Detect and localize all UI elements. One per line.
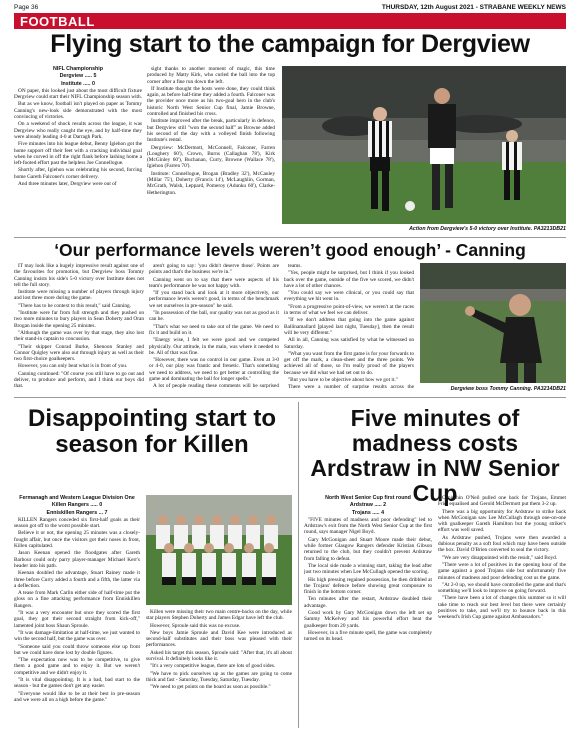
story2-paragraph: There were a number of surprise results across the	[288, 384, 414, 389]
story2-paragraph: "Yes, people might be surprised, but I think if you looked back over the game, outside of the five we scored, we didn't have a lot of other chances.	[284, 270, 414, 289]
story2-paragraph: "Energy wise, I felt we were good and we competed physically. Our attitude, in the main, was where it needed to be. All of that was fine.	[149, 337, 279, 356]
story3-paragraph: KILLEN Rangers conceded six first-half goals as their season got off to the worst possible start.	[14, 516, 140, 530]
story2-paragraph: teams.	[288, 263, 302, 269]
story3-paragraph: Keenan doubled the advantage, Stuart Rainey made it three before Curry added a fourth and a fifth, the latter via a deflection.	[14, 570, 140, 589]
story3-paragraph: Believe it or not, the opening 25 minutes was a closely-fought affair, but once the visitors got their noses in front, Killen capitulated.	[14, 530, 140, 550]
story2-paragraph: IT may look like a hugely impressive result against one of the favourites for promotion, but Dergview boss Tommy Canning insists his side's 5-0 victory over Institute does not tell the full story.	[14, 263, 144, 288]
story4-headline: Five minutes of madness costs Ardstraw in NW Senior Cup	[310, 405, 560, 506]
story2-paragraph: A lot of people reading these comments will be surprised	[153, 383, 279, 389]
story4-paragraph: "FIVE minutes of madness and poor defending" led to Ardstraw's exit from the North West Senior Cup at the first round, says manager Nigel Boyd.	[304, 516, 432, 536]
story4-paragraph: However, in a five minute spell, the game was completely turned on its head.	[304, 629, 432, 643]
story4-paragraph: Caoimhin O'Neil pulled one back for Trojans, Emmet Friel equalised and Gerold McDermott put them 3-2 up.	[438, 495, 566, 508]
story4-score-line-2: Trojans ..... 4	[351, 509, 385, 516]
story1-score-line-1: Dergview ..... 5	[59, 73, 97, 80]
story2-paragraph: "In possession of the ball, our quality was not as good as it can be.	[149, 310, 279, 323]
column-divider	[298, 402, 299, 728]
story4-paragraph: "At 2-0 up, we should have controlled the game and that's something we'll look to improve on going forward.	[438, 581, 566, 595]
story3-paragraph: "We have to pick ourselves up as the games are going to come thick and fast - Saturday, Tuesday, Saturday, Tuesday.	[146, 670, 292, 683]
story3-paragraph: "It's a very competitive league, there are lots of good sides.	[150, 663, 276, 670]
story1-score-title: NIFL Championship	[53, 66, 103, 72]
story4-paragraph: Good work by Gary McGonigan down the left set up Sammy McKelvey and his powerful effort beat the goalkeeper from 20 yards.	[304, 610, 432, 629]
story1-column-1	[14, 66, 142, 232]
story4-paragraph: There was a big opportunity for Ardstraw to strike back when McGonigan saw Lee McCullagh through one-on-one with goalkeeper Gareth Hamilton but the young striker's effort was well saved.	[438, 508, 566, 534]
story2-column-2	[149, 263, 279, 389]
story3-column-1	[14, 495, 140, 727]
story2-paragraph: aren't going to say: 'you didn't deserve those'. Points are points and that's the business we're in."	[149, 263, 279, 276]
story2-paragraph: "If we don't address that going into the game against Ballinamallard [played last night, Tuesday], then the result will be very different."	[284, 317, 414, 336]
story3-paragraph: "It is vital disappointing. It is a bad, bad start to the season - but the games don't get any easier.	[14, 677, 140, 690]
section-label: FOOTBALL	[20, 14, 95, 29]
story1-paragraph: But as we know, football isn't played on paper as Tommy Canning's new-look side demonstrated with the most convincing of victories.	[14, 101, 142, 121]
divider	[14, 237, 566, 238]
story2-paragraph: "However, there was no control in our game. Even at 3-0 or 4-0, our play was frantic and frenetic. That's something we need to address, we need to get better at controlling the game and dominating the ball for longer spells."	[149, 357, 279, 383]
match-action-image	[282, 66, 566, 224]
story1-paragraph: Five minutes into his league debut, Benny Igiehon got the home support off their feet with a cracking individual goal when he curved in off the right flank before lashing home a left-footed effort past the helpless Joe Connellogue.	[14, 141, 142, 167]
story4-score-line-1: Ardstraw ..... 2	[349, 502, 387, 509]
story3-paragraph: "We need to get points on the board as soon as possible."	[150, 684, 271, 691]
manager-image	[420, 263, 566, 383]
story1-score-line-2: Institute ..... 0	[61, 80, 95, 87]
story4-column-2	[438, 495, 566, 727]
divider	[14, 397, 566, 398]
story3-paragraph: Killen were missing their two main centre-backs on the day, while star players Stephen Doherty and James Edgar have left the club.	[146, 609, 292, 622]
story3-paragraph: Jason Keenan opened the floodgates after Gareth Barbour could only parry player-manager Michael Kerr's header into his path.	[14, 550, 140, 569]
story1-paragraph: ON paper, this looked just about the most difficult fixture Dergview could start their NIFL Championship season with.	[14, 87, 142, 101]
match-action-photo	[282, 66, 566, 224]
story4-paragraph: "There have been a lot of changes this summer so it will take time to reach our best level but there were certainly positives to take, and we'll try to bounce back in this weekend's Irish Cup game against Ambassadors."	[438, 595, 566, 621]
story2-paragraph: "That's what we need to take out of the game. We need to fix it and build on it.	[149, 323, 279, 336]
story1-column-2	[147, 66, 275, 232]
story2-photo-caption: Dergview boss Tommy Canning. PA3214DB21	[450, 386, 566, 392]
story3-column-2	[146, 609, 292, 727]
story1-photo-caption: Action from Dergview's 5-0 victory over Institute. PA3213DB21	[409, 226, 566, 232]
story1-paragraph: On a weekend of shock results across the league, it was Dergview who really caught the eye, and by half-time they were already leading 4-0 at Darragh Park.	[14, 121, 142, 140]
story3-score-line-2: Enniskillen Rangers ... 7	[46, 509, 108, 516]
story3-paragraph: "It was a very encounter but once they scored the first goal, they got their second straight from kick-off," lamented joint boss Shaun Sproule.	[14, 610, 140, 629]
story2-paragraph: "Their skipper Conrad Burke, Shenoon Stanley and Connor Quigley were also out through injury as well as their two first-choice goalkeepers.	[14, 343, 144, 363]
story1-paragraph: sight thanks to another moment of magic, this time produced by Matty Kirk, who curled the ball into the top corner after a fine run down the left.	[147, 66, 275, 85]
story2-paragraph: "But you have to be objective about how we got it."	[288, 377, 398, 384]
story4-paragraph: As Ardstraw pushed, Trojans were then awarded a dubious penalty as a soft foul which may have been outside the box. David O'Brien converted to seal the victory.	[438, 534, 566, 554]
story3-paragraph: "It was damage-limitation at half-time, we just wanted to win the second half, but the game was over.	[14, 629, 140, 643]
story4-paragraph: "We are very disappointed with the result," said Boyd.	[442, 554, 558, 561]
story2-column-3	[284, 263, 414, 389]
story4-column-1	[304, 495, 432, 727]
section-banner	[14, 13, 566, 29]
story2-paragraph: "What you want from the first game is for your forwards to get off the mark, a clean-sheet and the three points. We achieved all of those, so I'm really proud of the players because we did what we had set out to do.	[284, 350, 414, 376]
story1-paragraph: And three minutes later, Dergview were out of	[18, 181, 117, 188]
killen-team-photo	[146, 495, 292, 605]
story1-paragraph: Shortly after, Igiehon was celebrating his second, forcing home Gareth Falconer's corner delivery.	[14, 167, 142, 180]
story3-score-title: Fermanagh and Western League Division One	[19, 495, 135, 501]
story3-paragraph: Asked his target this season, Sproule said: "After that, it's all about survival. It definitely looks like it.	[146, 649, 292, 663]
story2-paragraph: "Although the game was over by that stage, they also lost their stand-in captain to concussion.	[14, 329, 144, 343]
story1-paragraph: Dergview: McDermott, McConnell, Falconer, Farren (Loughery 60'), Crown, Burns (Callaghan 78'), Kirk (McGinley 60'), Buchanan, Curry, Browne (Wallace 78'), Igiehon (Farren 70').	[147, 144, 275, 170]
page-number: Page 36	[14, 4, 39, 11]
story2-paragraph: All in all, Canning was satisfied by what he witnessed on Saturday.	[284, 337, 414, 350]
story3-paragraph: A tease from Mark Carlin either side of half-time put the gloss on a fine attacking performance from Enniskillen Rangers.	[14, 590, 140, 609]
story3-paragraph: "Everyone would like to be at their best in pre-season and we were all on a high before the game."	[14, 690, 140, 703]
story1-paragraph: Institute: Connellogue, Brogan (Bradley 32'), McCauley (Millar 75'), Doherty (Francis 14'), McLaughlin, Gorman, McGrath, Walsh, Leppard, Pomeroy (Adunku 60'), Clarke-Hetherington.	[147, 170, 275, 196]
story3-paragraph: "Someone said you could throw someone else up front but we could have done lost by double figures.	[14, 643, 140, 656]
killen-team-image	[146, 495, 292, 605]
story1-paragraph: Institute improved after the break, particularly in defence, but Dergview still "won the second half" as Browne added his second of the day with a volleyed finish following Institute's rental.	[147, 118, 275, 144]
story1-headline: Flying start to the campaign for Dergview	[50, 30, 530, 58]
story4-paragraph: Gary McGonigan and Stuart Moore made their debut, while former Glasgow Rangers defender Kristian Gibson returned to the club, but they couldn't prevent Ardstraw from falling to defeat.	[304, 536, 432, 562]
story3-paragraph: However, Sproule said this was no excuse.	[150, 622, 241, 629]
manager-photo	[420, 263, 566, 383]
story2-paragraph: "If you stand back and look at it more objectively, our performance levels weren't good, in terms of the benchmark we set ourselves in pre-season" he said.	[149, 290, 279, 309]
issue-date-line: THURSDAY, 12th August 2021 - STRABANE WEEKLY NEWS	[381, 4, 566, 11]
story2-paragraph: Canning went on to say that there were aspects of his team's performance he was not happy with.	[149, 276, 279, 289]
story2-paragraph: "You could say we were clinical, or you could say that everything we hit went in.	[284, 290, 414, 303]
story2-paragraph: "Institute were far from full strength and they pushed on two more minutes to bury players in Sean Doherty and Oran Brogan inside the opening 25 minutes.	[14, 310, 144, 329]
story2-paragraph: However, you can only beat what is in front of you.	[18, 363, 128, 370]
story2-paragraph: "From a progressive point-of-view, we weren't at the races in terms of what we feel we can deliver.	[284, 303, 414, 317]
story3-paragraph: "The expectation now was to be competitive, to give them a good game and to enjoy it. But we weren't competitive and we didn't enjoy it.	[14, 657, 140, 676]
story2-column-1	[14, 263, 144, 389]
story3-headline: Disappointing start to season for Killen	[28, 405, 276, 458]
story4-paragraph: His high pressing regained possession, he then dribbled at the Trojans' defence before showing great composure to finish in the bottom corner.	[304, 576, 432, 596]
story2-headline: ‘Our performance levels weren’t good enough’ - Canning	[54, 240, 526, 260]
story4-paragraph: "There were a lot of positives in the opening hour of the game against a good Trojans side but unfortunately five minutes of madness and poor defending cost us the game.	[438, 561, 566, 581]
story2-paragraph: Institute were missing a number of players through injury and lost three more during the game.	[14, 289, 144, 302]
story1-paragraph: If Institute thought the hosts were done, they could think again, as before half-time they added a fourth. Falconer was the provider once more as his two-goal hero in the club's historic North West Senior Cup final, Jamie Browne, controlled and finished his cross.	[147, 85, 275, 118]
story3-score-line-1: Killen Rangers ..... 0	[51, 502, 103, 509]
story4-paragraph: Ten minutes after the restart, Ardstraw doubled their advantage.	[304, 596, 432, 609]
story2-paragraph: Canning continued: "Of course you still have to go out and deliver, to produce and perform, and I think our boys did that.	[14, 370, 144, 389]
story4-paragraph: The local side made a winning start, taking the lead after just two minutes when Lee McCullagh opened the scoring.	[304, 562, 432, 576]
story4-score-title: North West Senior Cup first round	[325, 495, 411, 501]
story3-paragraph: New boys Jamie Sproule and David Kee were introduced as second-half substitutes and their boss was pleased with their performances.	[146, 629, 292, 649]
story2-paragraph: "There has to be context to this result," said Canning.	[18, 302, 132, 309]
